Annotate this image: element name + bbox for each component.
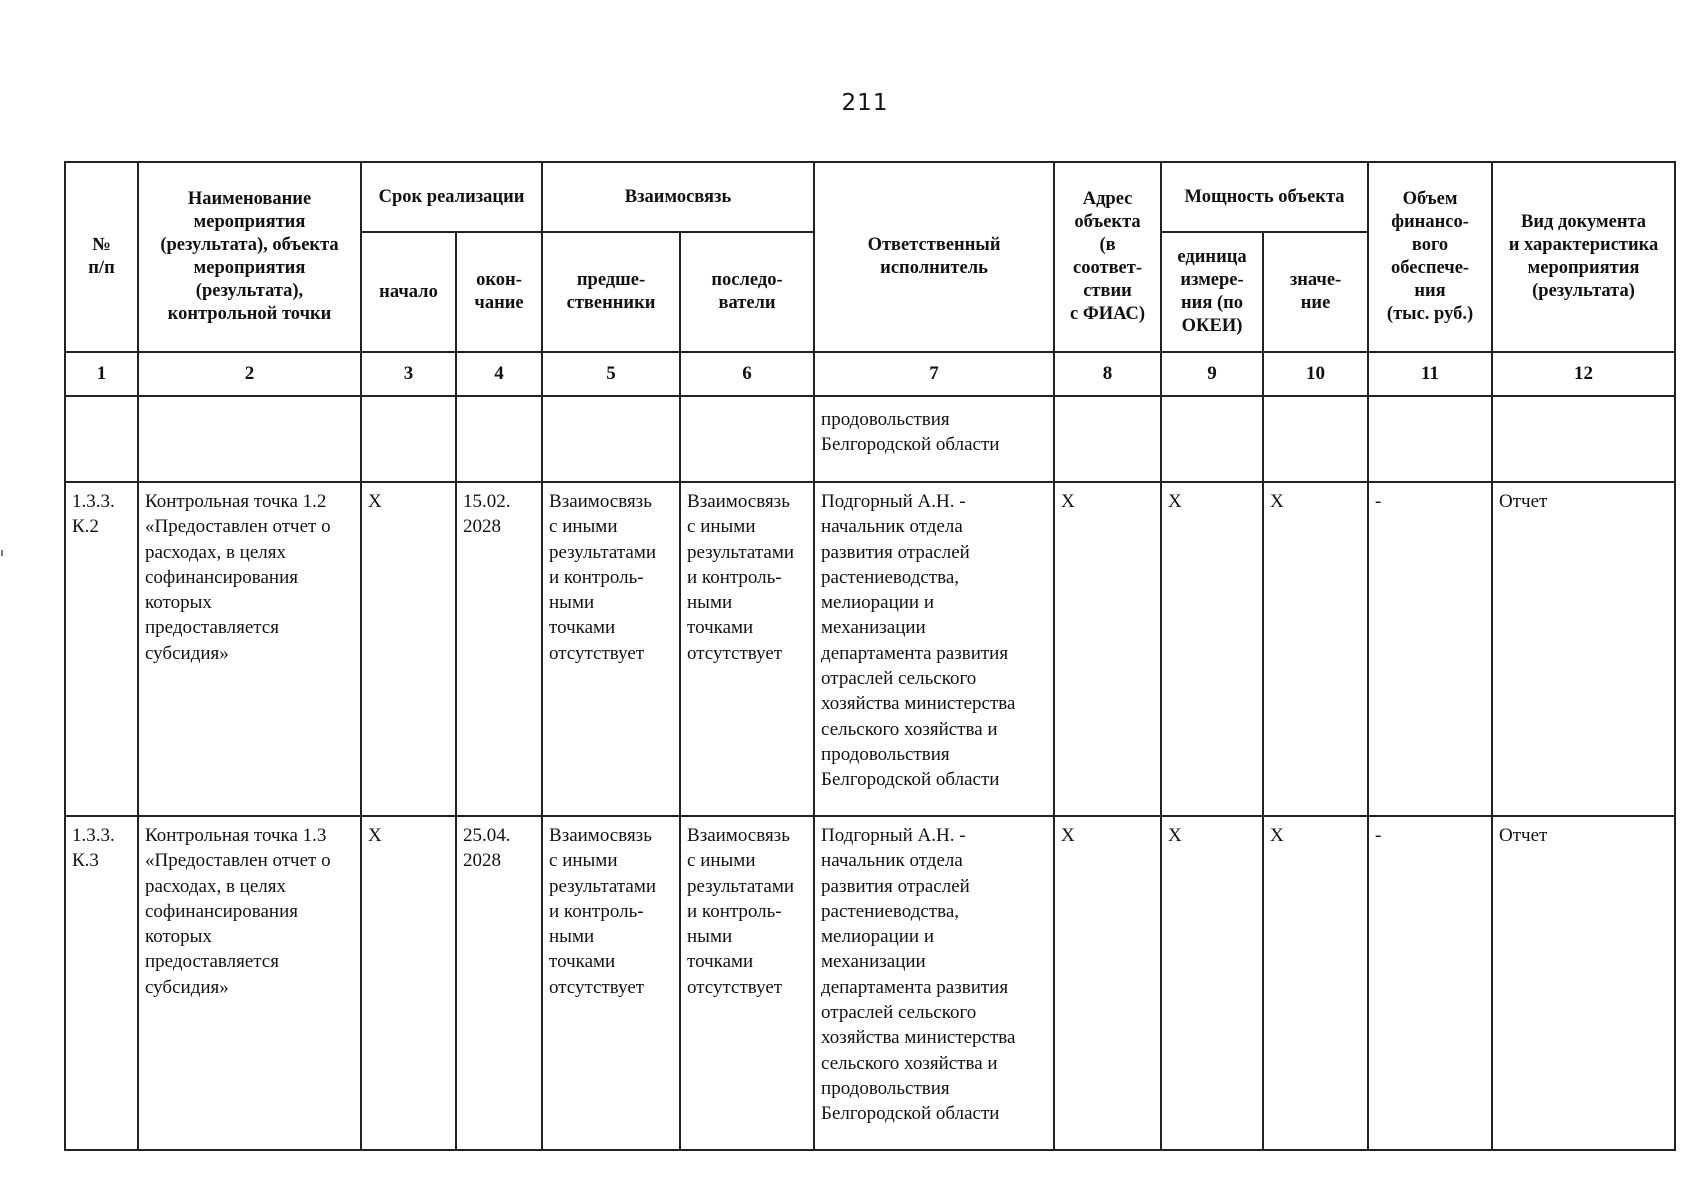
column-number: 2 (138, 352, 361, 396)
table-row (65, 482, 1675, 816)
header-start: начало (361, 232, 456, 352)
cell-empty (138, 396, 361, 482)
cell-empty (456, 396, 542, 482)
cell-address: X (1054, 816, 1161, 1150)
cell-address: X (1054, 482, 1161, 816)
column-number: 11 (1368, 352, 1492, 396)
cell-empty (1054, 396, 1161, 482)
cell-funding: - (1368, 482, 1492, 816)
header-funding: Объем финансо- вого обеспече- ния (тыс. руб.) (1368, 162, 1492, 352)
cell-predecessors: Взаимосвязь с иными результатами и контроль- ными точками отсутствует (542, 482, 680, 816)
column-number: 4 (456, 352, 542, 396)
cell-empty (361, 396, 456, 482)
cell-responsible: Подгорный А.Н. - начальник отдела развития отраслей растениеводства, мелиорации и механизации департамента развития отраслей сельского хозяйства министерства сельского хозяйства и продовольствия Белгородской области (814, 816, 1054, 1150)
header-capacity: Мощность объекта (1161, 162, 1368, 232)
cell-start: X (361, 816, 456, 1150)
page-number: 211 (841, 90, 889, 116)
cell-end: 25.04. 2028 (456, 816, 542, 1150)
header-term: Срок реализации (361, 162, 542, 232)
table-row (65, 816, 1675, 1150)
cell-value: X (1263, 816, 1368, 1150)
column-number: 5 (542, 352, 680, 396)
header-end: окон- чание (456, 232, 542, 352)
cell-responsible: Подгорный А.Н. - начальник отдела развития отраслей растениеводства, мелиорации и механизации департамента развития отраслей сельского хозяйства министерства сельского хозяйства и продовольствия Белгородской области (814, 482, 1054, 816)
cell-number: 1.3.3. К.3 (65, 816, 138, 1150)
cell-unit: X (1161, 482, 1263, 816)
header-address: Адрес объекта (в соответ- ствии с ФИАС) (1054, 162, 1161, 352)
header-relation: Взаимосвязь (542, 162, 814, 232)
header-unit: единица измере- ния (по ОКЕИ) (1161, 232, 1263, 352)
column-number: 3 (361, 352, 456, 396)
cell-funding: - (1368, 816, 1492, 1150)
cell-empty (1263, 396, 1368, 482)
cell-empty (680, 396, 814, 482)
column-number: 6 (680, 352, 814, 396)
header-successors: последо- ватели (680, 232, 814, 352)
cell-empty (65, 396, 138, 482)
cell-empty (1368, 396, 1492, 482)
scan-mark (1, 550, 3, 556)
column-number: 8 (1054, 352, 1161, 396)
cell-predecessors: Взаимосвязь с иными результатами и контроль- ными точками отсутствует (542, 816, 680, 1150)
column-number: 9 (1161, 352, 1263, 396)
column-number: 10 (1263, 352, 1368, 396)
header-predecessors: предше- ственники (542, 232, 680, 352)
cell-value: X (1263, 482, 1368, 816)
cell-responsible: продовольствия Белгородской области (814, 396, 1054, 482)
table-body (65, 396, 1675, 1150)
table-row-continuation (65, 396, 1675, 482)
cell-successors: Взаимосвязь с иными результатами и контроль- ными точками отсутствует (680, 482, 814, 816)
header-value: значе- ние (1263, 232, 1368, 352)
header-responsible: Ответственный исполнитель (814, 162, 1054, 352)
column-number: 1 (65, 352, 138, 396)
cell-unit: X (1161, 816, 1263, 1150)
column-numbers (65, 352, 1675, 396)
plan-table (64, 161, 1676, 1151)
cell-doc-type: Отчет (1492, 482, 1675, 816)
column-number: 12 (1492, 352, 1675, 396)
cell-empty (1161, 396, 1263, 482)
cell-successors: Взаимосвязь с иными результатами и контроль- ными точками отсутствует (680, 816, 814, 1150)
cell-name: Контрольная точка 1.2 «Предоставлен отчет о расходах, в целях софинансирования которых предоставляется субсидия» (138, 482, 361, 816)
header-number: № п/п (65, 162, 138, 352)
cell-doc-type: Отчет (1492, 816, 1675, 1150)
cell-empty (542, 396, 680, 482)
cell-number: 1.3.3. К.2 (65, 482, 138, 816)
column-number: 7 (814, 352, 1054, 396)
cell-empty (1492, 396, 1675, 482)
cell-name: Контрольная точка 1.3 «Предоставлен отчет о расходах, в целях софинансирования которых предоставляется субсидия» (138, 816, 361, 1150)
table-header (65, 162, 1675, 352)
header-doc-type: Вид документа и характеристика мероприятия (результата) (1492, 162, 1675, 352)
header-name: Наименование мероприятия (результата), объекта мероприятия (результата), контрольной точки (138, 162, 361, 352)
cell-end: 15.02. 2028 (456, 482, 542, 816)
cell-start: X (361, 482, 456, 816)
